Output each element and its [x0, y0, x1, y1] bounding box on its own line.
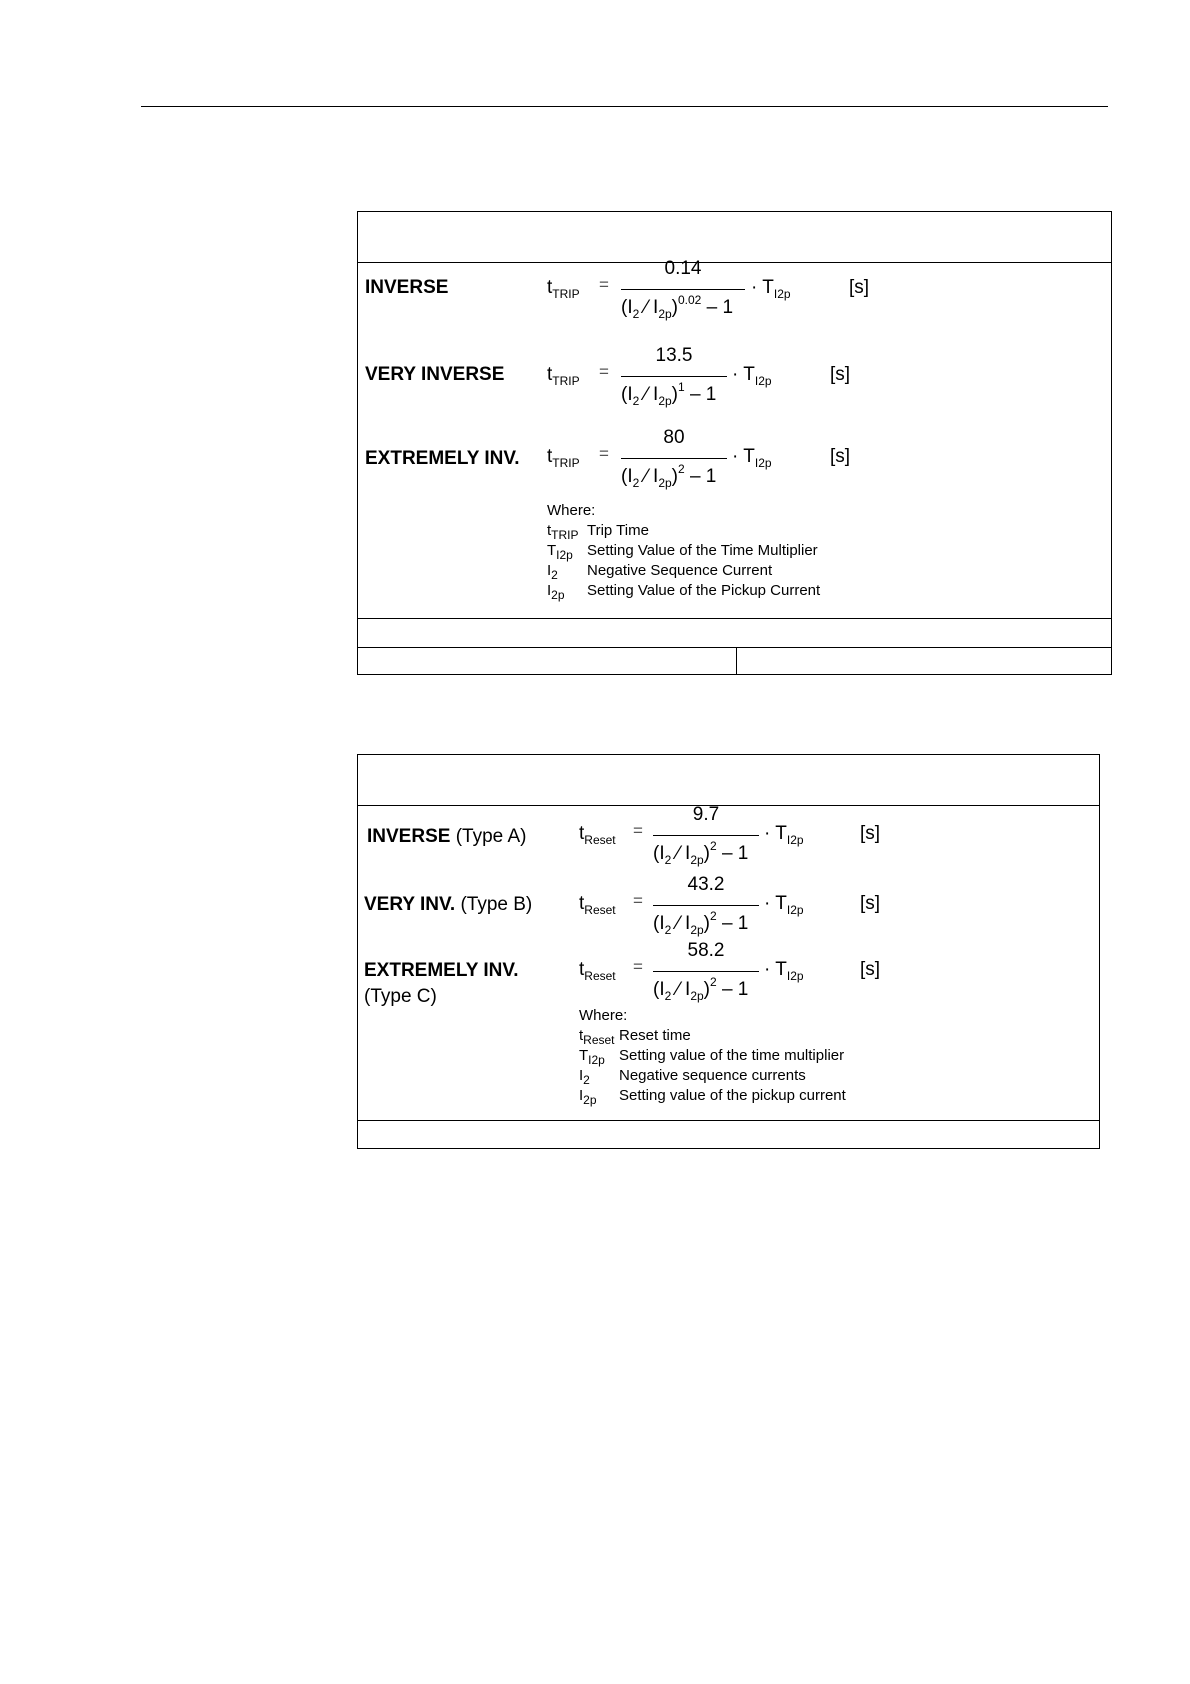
unit-seconds: [s] [860, 823, 881, 844]
header-rule [141, 106, 1108, 107]
table-column-divider [736, 647, 737, 675]
trip-time-table: INVERSE $t_{TRIP}$ = 0.14 ($I_2$ ⁄ $I_{2p})^{0.02} - 1$ · $T_{I2p}$ [s] VERY INVERSE $t_{TRIP}$ = 13.5 ($I_2$ ⁄ $I_{2p})^1 - 1$ · $T_{I2p}$ [s] EXTREMELY INV. $t_{TRIP}$ = 80 ($I_2$ ⁄ $I_{2p})^2 - 1$ · $T_{I2p}$ [s] Where: $t_{TRIP}$ Trip Time $T_{I2p}$ Setting Value of the Time Multiplier $I_2$ Negative Sequence Current $I_{2p}$ Setting Value of the Pickup Current [357, 211, 1112, 675]
curve-label-very-inverse: VERY INVERSE [365, 364, 505, 385]
legend-item: $I_2$ Negative sequence currents [579, 1067, 806, 1087]
legend-item: $t_{TRIP}$ Trip Time [547, 522, 649, 542]
legend-heading: Where: [579, 1007, 628, 1024]
reset-time-table: INVERSE (Type A) $t_{Reset}$ = 9.7 ($I_2$ ⁄ $I_{2p})^2 - 1$ · $T_{I2p}$ [s] VERY INV. (Type B) $t_{Reset}$ = 43.2 ($I_2$ ⁄ $I_{2p})^2 - 1$ · $T_{I2p}$ [s] EXTREMELY INV. (Type C) $t_{Reset}$ = 58.2 ($I_2$ ⁄ $I_{2p})^2 - 1$ · $T_{I2p}$ [s] Where: $t_{Reset}$ Reset time $T_{I2p}$ Setting value of the time multiplier $I_2$ Negative sequence currents $I_{2p}$ Setting value of the pickup current [357, 754, 1100, 1149]
legend-heading: Where: [547, 502, 596, 519]
curve-label-inverse: INVERSE [365, 277, 449, 298]
table-divider [358, 1120, 1099, 1121]
curve-label-very-inverse-type-b: VERY INV. (Type B) [364, 894, 533, 915]
legend-item: $I_{2p}$ Setting Value of the Pickup Current [547, 582, 821, 602]
legend-item: $I_2$ Negative Sequence Current [547, 562, 773, 582]
formula-legend [547, 501, 867, 601]
unit-seconds: [s] [830, 364, 851, 385]
curve-label-inverse-type-a: INVERSE (Type A) [367, 826, 527, 847]
legend-item: $T_{I2p}$ Setting value of the time multiplier [579, 1047, 845, 1067]
unit-seconds: [s] [860, 959, 881, 980]
formula-legend [579, 1006, 899, 1106]
unit-seconds: [s] [830, 446, 851, 467]
legend-item: $I_{2p}$ Setting value of the pickup current [579, 1087, 846, 1107]
curve-label-extremely-inverse-type-c: EXTREMELY INV. (Type C) [364, 960, 519, 1007]
curve-label-extremely-inverse: EXTREMELY INV. [365, 448, 520, 469]
table-divider [358, 618, 1111, 619]
legend-item: $T_{I2p}$ Setting Value of the Time Multiplier [547, 542, 818, 562]
table-divider [358, 647, 1111, 648]
unit-seconds: [s] [849, 277, 870, 298]
legend-item: $t_{Reset}$ Reset time [579, 1027, 691, 1047]
unit-seconds: [s] [860, 893, 881, 914]
